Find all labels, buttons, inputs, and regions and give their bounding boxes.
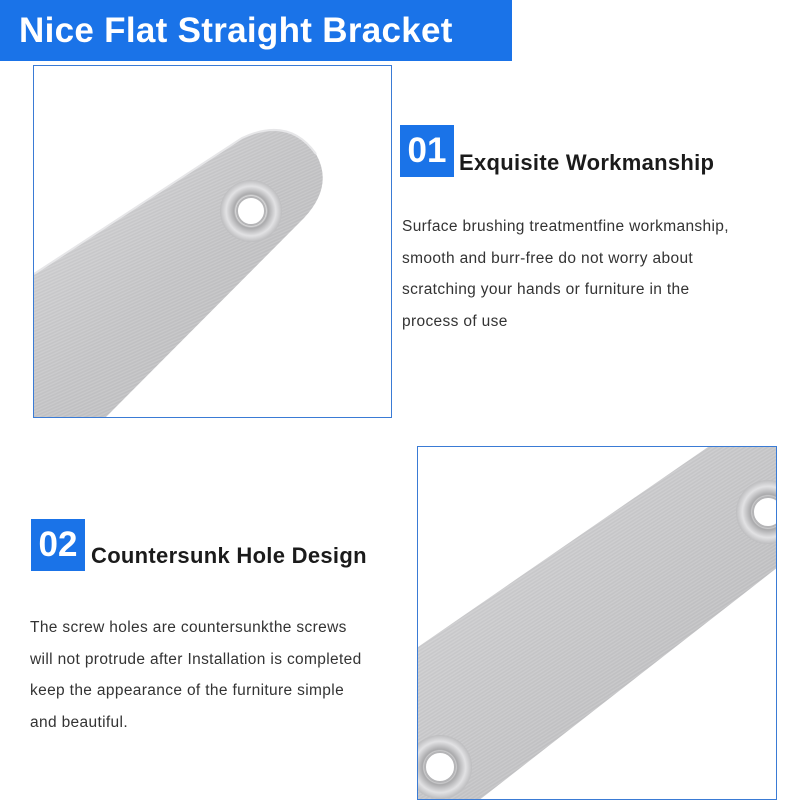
description-line: process of use [402,312,508,330]
description-line: will not protrude after Installation is completed [30,650,362,668]
description-line: Surface brushing treatmentfine workmanship, [402,218,729,235]
feature-number-badge: 02 [31,519,85,571]
title-banner [0,0,512,61]
description-line: keep the appearance of the furniture simple [30,682,345,699]
feature-title: Exquisite Workmanship [459,150,715,175]
feature-description [402,211,729,337]
bracket-closeup-image-1 [33,65,392,418]
feature-title: Countersunk Hole Design [91,543,367,568]
feature-description [30,612,362,738]
bracket-closeup-image-2 [417,446,777,800]
description-line: smooth and burr-free do not worry about [402,249,694,267]
feature-number-badge: 01 [400,125,454,177]
description-line: and beautiful. [30,713,128,731]
description-line: The screw holes are countersunkthe screws [30,619,347,636]
page-title: Nice Flat Straight Bracket [19,10,453,50]
description-line: scratching your hands or furniture in the [402,281,690,298]
